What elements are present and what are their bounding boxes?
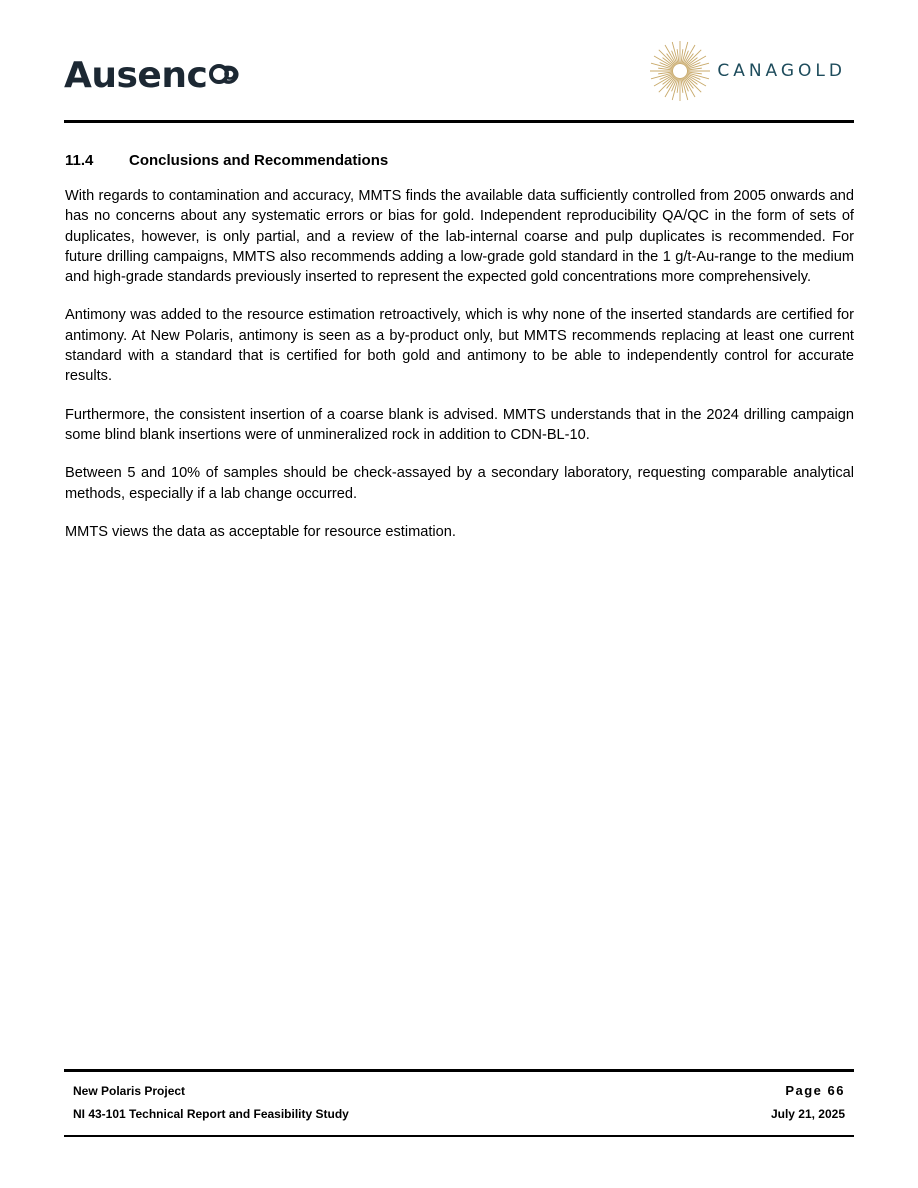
paragraph-antimony: Antimony was added to the resource estimation retroactively, which is why none of the inserted standards are certified for antimony. At New Polaris, antimony is seen as a by-product only, but MMTS recommends replacing at least one current standard with a standard that is certified for both gold and antimony to be able to independently control for accurate results. xyxy=(65,307,854,385)
section-number: 11.4 xyxy=(65,152,94,169)
page-footer xyxy=(73,1083,845,1131)
header-divider xyxy=(64,120,854,123)
footer-date: July 21, 2025 xyxy=(770,1107,845,1121)
footer-divider-bottom xyxy=(64,1135,854,1137)
page-header xyxy=(64,30,854,124)
page-body xyxy=(65,150,854,560)
section-heading xyxy=(65,150,854,172)
footer-divider-top xyxy=(64,1069,854,1072)
canagold-logo-text: CANAGOLD xyxy=(717,61,846,81)
ausenco-logo xyxy=(64,56,240,96)
ausenco-logo-text: Ausenc xyxy=(64,55,208,96)
section-title: Conclusions and Recommendations xyxy=(129,152,389,169)
paragraph-conclusion: MMTS views the data as acceptable for resource estimation. xyxy=(65,523,456,540)
paragraph-contamination: With regards to contamination and accuracy, MMTS finds the available data sufficiently controlled from 2005 onwards and has no concerns about any systematic errors or bias for gold. Independent reproducibility QA/QC in the form of sets of duplicates, however, is only partial, and a review of the lab-internal coarse and pulp duplicates is recommended. For future drilling campaigns, MMTS also recommends adding a low-grade gold standard in the 1 g/t-Au-range to the medium and high-grade standards previously inserted to represent the expected gold concentrations more comprehensively. xyxy=(65,188,854,286)
footer-report-title: NI 43-101 Technical Report and Feasibility Study xyxy=(73,1107,349,1121)
footer-page-number: Page 66 xyxy=(785,1083,845,1098)
footer-project: New Polaris Project xyxy=(73,1084,186,1098)
canagold-logo xyxy=(649,38,846,104)
sunburst-icon xyxy=(649,38,711,104)
ausenco-swirl-icon xyxy=(208,61,240,87)
paragraph-coarse-blank: Furthermore, the consistent insertion of a coarse blank is advised. MMTS understands that in the 2024 drilling campaign some blind blank insertions were of unmineralized rock in addition to CDN-BL-10. xyxy=(65,406,854,443)
paragraph-check-assay: Between 5 and 10% of samples should be check-assayed by a secondary laboratory, requesting comparable analytical methods, especially if a lab change occurred. xyxy=(65,465,854,502)
